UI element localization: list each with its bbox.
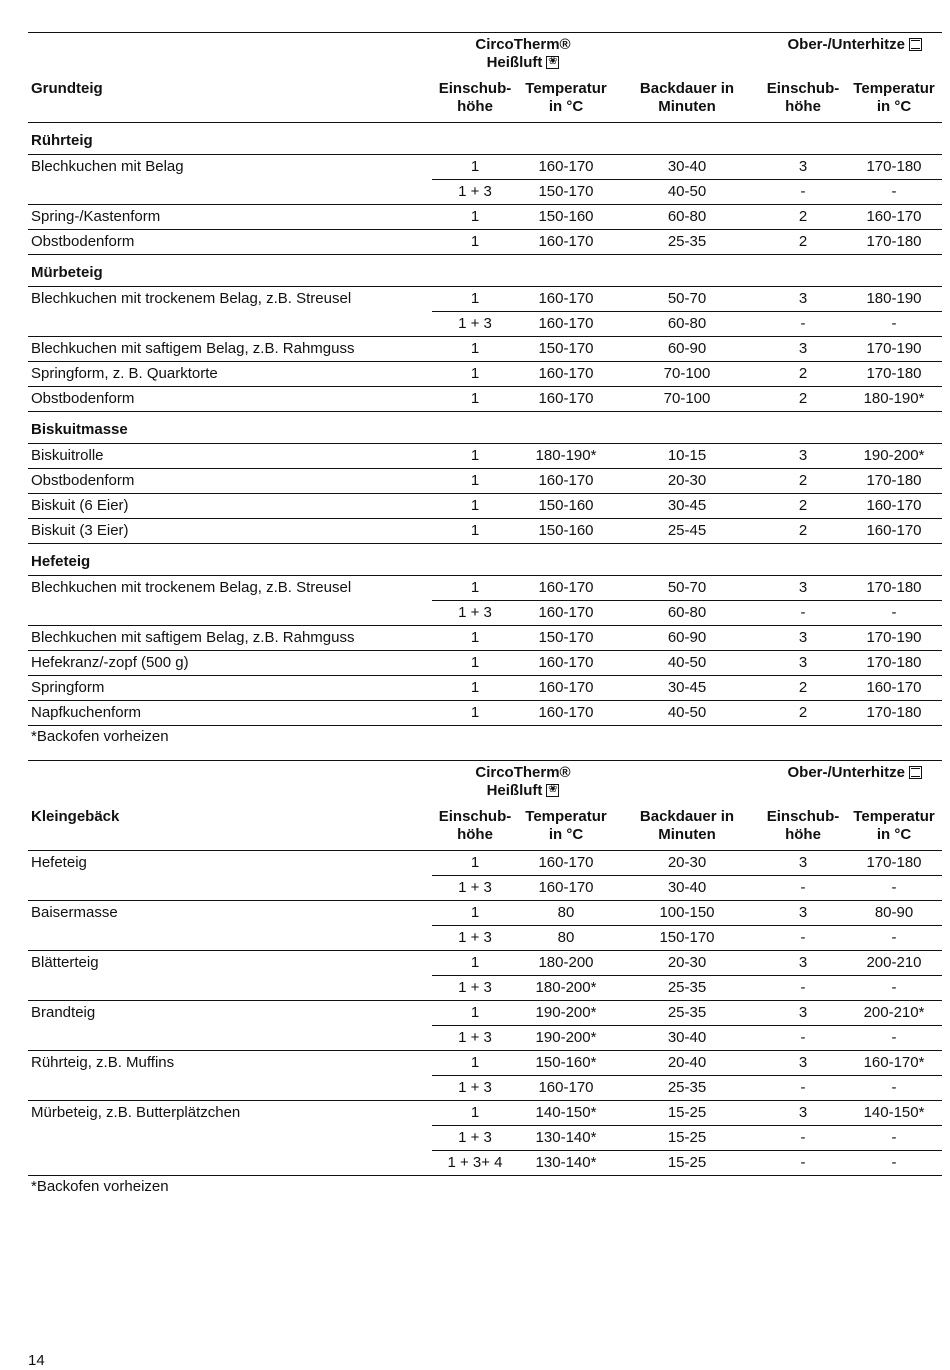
cell-einschub-ober: 3 (760, 851, 846, 876)
cell-temp-ober: - (846, 1151, 942, 1176)
cell-einschub-ober: - (760, 601, 846, 626)
cell-backdauer: 25-35 (614, 1001, 760, 1026)
cell-temp-circo: 160-170 (518, 701, 614, 726)
cell-row-name: Springform (28, 676, 432, 701)
table-row (28, 519, 942, 544)
cell-einschub-circo: 1 + 3 (432, 976, 518, 1001)
cell-temp-ober: 170-180 (846, 362, 942, 387)
section-header (28, 412, 942, 444)
cell-temp-ober: - (846, 876, 942, 901)
cell-temp-ober: 170-180 (846, 576, 942, 601)
cell-temp-circo: 180-190* (518, 444, 614, 469)
cell-einschub-ober: 3 (760, 1051, 846, 1076)
cell-einschub-ober: 3 (760, 1001, 846, 1026)
top-bottom-heat-icon (909, 766, 922, 779)
cell-backdauer: 150-170 (614, 926, 760, 951)
cell-temp-ober: 170-180 (846, 469, 942, 494)
cell-row-name: Baisermasse (31, 904, 118, 922)
cell-einschub-ober: 2 (760, 494, 846, 519)
cell-einschub-circo: 1 (432, 205, 518, 230)
col-temp-circo: Temperatur in °C (518, 800, 614, 851)
cell-einschub-circo: 1 + 3+ 4 (432, 1151, 518, 1176)
table-row (28, 1126, 942, 1151)
cell-backdauer: 30-40 (614, 155, 760, 180)
cell-backdauer: 50-70 (614, 576, 760, 601)
cell-row-name (28, 1151, 432, 1176)
ober-unterhitze-header: Ober-/Unterhitze (760, 33, 942, 73)
cell-temp-circo: 150-170 (518, 337, 614, 362)
section-title: Hefeteig (28, 544, 942, 576)
table-row (28, 926, 942, 951)
cell-einschub-circo: 1 + 3 (432, 1126, 518, 1151)
cell-temp-ober: 180-190* (846, 387, 942, 412)
cell-temp-ober: 160-170 (846, 494, 942, 519)
cell-backdauer: 100-150 (614, 901, 760, 926)
cell-einschub-circo: 1 (432, 576, 518, 601)
cell-backdauer: 30-40 (614, 1026, 760, 1051)
cell-temp-ober: 80-90 (846, 901, 942, 926)
cell-backdauer: 60-80 (614, 601, 760, 626)
cell-backdauer: 40-50 (614, 701, 760, 726)
cell-temp-circo: 160-170 (518, 155, 614, 180)
cell-temp-ober: 170-180 (846, 701, 942, 726)
table-row (28, 676, 942, 701)
table-row (28, 444, 942, 469)
cell-einschub-circo: 1 + 3 (432, 312, 518, 337)
cell-row-name: Spring-/Kastenform (28, 205, 432, 230)
cell-einschub-ober: - (760, 1126, 846, 1151)
cell-einschub-circo: 1 (432, 1051, 518, 1076)
cell-temp-circo: 80 (518, 926, 614, 951)
cell-einschub-ober: 2 (760, 519, 846, 544)
table1-footnote: *Backofen vorheizen (31, 728, 169, 745)
cell-einschub-circo: 1 (432, 1101, 518, 1126)
cell-einschub-ober: 2 (760, 676, 846, 701)
table-row (28, 337, 942, 362)
cell-temp-circo: 150-170 (518, 626, 614, 651)
cell-temp-ober: 140-150* (846, 1101, 942, 1126)
table-row (28, 851, 942, 876)
cell-row-name (28, 976, 432, 1001)
cell-einschub-circo: 1 (432, 287, 518, 312)
col-temp-ober: Temperatur in °C (846, 72, 942, 123)
cell-temp-circo: 160-170 (518, 576, 614, 601)
table-row (28, 651, 942, 676)
cell-temp-circo: 160-170 (518, 287, 614, 312)
cell-temp-ober: 160-170 (846, 205, 942, 230)
cell-row-name: Hefeteig (31, 854, 87, 872)
ober-unterhitze-header: Ober-/Unterhitze (760, 761, 942, 801)
cell-temp-circo: 160-170 (518, 876, 614, 901)
cell-backdauer: 30-45 (614, 676, 760, 701)
table-row (28, 230, 942, 255)
cell-einschub-ober: 2 (760, 387, 846, 412)
table-row (28, 901, 942, 926)
circotherm-header: CircoTherm® Heißluft❀ (432, 761, 614, 801)
cell-row-name: Blechkuchen mit trockenem Belag, z.B. Streusel (31, 290, 352, 308)
cell-backdauer: 60-90 (614, 337, 760, 362)
cell-backdauer: 15-25 (614, 1151, 760, 1176)
table-row (28, 362, 942, 387)
cell-backdauer: 60-80 (614, 312, 760, 337)
fan-icon (546, 784, 559, 797)
cell-row-name: Blechkuchen mit saftigem Belag, z.B. Rahmguss (28, 337, 432, 362)
cell-temp-ober: 160-170* (846, 1051, 942, 1076)
table-row (28, 287, 942, 312)
table-row (28, 626, 942, 651)
cell-backdauer: 60-80 (614, 205, 760, 230)
table-row (28, 576, 942, 601)
cell-einschub-ober: - (760, 180, 846, 205)
cell-einschub-circo: 1 + 3 (432, 1026, 518, 1051)
cell-temp-circo: 80 (518, 901, 614, 926)
table-row (28, 1101, 942, 1126)
cell-einschub-ober: 3 (760, 651, 846, 676)
section-title: Mürbeteig (28, 255, 942, 287)
table-row (28, 701, 942, 726)
cell-einschub-circo: 1 (432, 519, 518, 544)
cell-einschub-ober: 2 (760, 362, 846, 387)
cell-temp-ober: 200-210 (846, 951, 942, 976)
table-row (28, 494, 942, 519)
table2-container (28, 760, 942, 1198)
cell-backdauer: 30-45 (614, 494, 760, 519)
cell-einschub-circo: 1 + 3 (432, 601, 518, 626)
cell-einschub-circo: 1 (432, 444, 518, 469)
table-row (28, 976, 942, 1001)
table-row (28, 469, 942, 494)
section-title: Rührteig (28, 123, 942, 155)
cell-einschub-ober: 3 (760, 1101, 846, 1126)
cell-temp-circo: 160-170 (518, 312, 614, 337)
table-row (28, 601, 942, 626)
cell-einschub-ober: - (760, 1076, 846, 1101)
col-einschub-circo: Einschub- höhe (432, 72, 518, 123)
cell-einschub-ober: 3 (760, 901, 846, 926)
cell-temp-ober: - (846, 976, 942, 1001)
cell-temp-circo: 160-170 (518, 1076, 614, 1101)
cell-einschub-circo: 1 (432, 701, 518, 726)
cell-einschub-ober: 2 (760, 701, 846, 726)
col-temp-circo: Temperatur in °C (518, 72, 614, 123)
circotherm-header: CircoTherm® Heißluft❀ (432, 33, 614, 73)
page-number: 14 (28, 1352, 45, 1369)
cell-temp-ober: 190-200* (846, 444, 942, 469)
cell-einschub-circo: 1 (432, 469, 518, 494)
col-einschub-circo: Einschub- höhe (432, 800, 518, 851)
col-grundteig: Grundteig (28, 72, 432, 123)
cell-row-name (28, 312, 432, 337)
section-header (28, 123, 942, 155)
cell-row-name: Mürbeteig, z.B. Butterplätzchen (31, 1104, 241, 1122)
cell-temp-ober: - (846, 1026, 942, 1051)
cell-row-name: Obstbodenform (28, 230, 432, 255)
cell-row-name (28, 601, 432, 626)
cell-temp-ober: 170-180 (846, 851, 942, 876)
cell-row-name: Springform, z. B. Quarktorte (28, 362, 432, 387)
cell-temp-ober: 170-190 (846, 337, 942, 362)
table-row (28, 387, 942, 412)
table1-column-header (28, 72, 942, 123)
cell-backdauer: 15-25 (614, 1126, 760, 1151)
cell-temp-circo: 160-170 (518, 362, 614, 387)
cell-temp-circo: 190-200* (518, 1001, 614, 1026)
cell-temp-ober: 160-170 (846, 519, 942, 544)
cell-einschub-circo: 1 (432, 951, 518, 976)
cell-einschub-ober: - (760, 976, 846, 1001)
cell-einschub-ober: - (760, 926, 846, 951)
cell-temp-circo: 150-160* (518, 1051, 614, 1076)
cell-backdauer: 25-35 (614, 230, 760, 255)
cell-einschub-ober: - (760, 876, 846, 901)
cell-temp-ober: - (846, 926, 942, 951)
cell-einschub-circo: 1 + 3 (432, 1076, 518, 1101)
cell-einschub-ober: 3 (760, 337, 846, 362)
cell-temp-circo: 160-170 (518, 230, 614, 255)
cell-row-name: Brandteig (31, 1004, 96, 1022)
table-row (28, 1001, 942, 1026)
cell-row-name: Blechkuchen mit Belag (31, 158, 184, 176)
table2-footnote: *Backofen vorheizen (31, 1178, 169, 1195)
cell-einschub-circo: 1 + 3 (432, 180, 518, 205)
cell-temp-circo: 160-170 (518, 851, 614, 876)
cell-temp-ober: 170-190 (846, 626, 942, 651)
cell-row-name: Obstbodenform (28, 387, 432, 412)
cell-einschub-circo: 1 (432, 387, 518, 412)
section-header (28, 544, 942, 576)
cell-backdauer: 20-30 (614, 851, 760, 876)
table-row (28, 312, 942, 337)
top-bottom-heat-icon (909, 38, 922, 51)
cell-einschub-ober: 3 (760, 626, 846, 651)
cell-einschub-ober: 3 (760, 155, 846, 180)
cell-backdauer: 40-50 (614, 180, 760, 205)
table-row (28, 180, 942, 205)
table-row (28, 1151, 942, 1176)
cell-einschub-circo: 1 + 3 (432, 876, 518, 901)
kleingebaeck-table (28, 760, 942, 1176)
col-temp-ober: Temperatur in °C (846, 800, 942, 851)
fan-icon (546, 56, 559, 69)
table1-mode-header (28, 33, 942, 73)
table-row (28, 876, 942, 901)
table-row (28, 205, 942, 230)
table-row (28, 1026, 942, 1051)
cell-backdauer: 10-15 (614, 444, 760, 469)
cell-temp-ober: 170-180 (846, 230, 942, 255)
table2-mode-header (28, 761, 942, 801)
cell-einschub-circo: 1 (432, 901, 518, 926)
cell-einschub-circo: 1 (432, 676, 518, 701)
cell-temp-circo: 180-200 (518, 951, 614, 976)
cell-temp-ober: - (846, 1126, 942, 1151)
cell-backdauer: 25-45 (614, 519, 760, 544)
table-row (28, 1076, 942, 1101)
cell-temp-ober: 160-170 (846, 676, 942, 701)
cell-einschub-ober: 2 (760, 469, 846, 494)
cell-temp-ober: 170-180 (846, 155, 942, 180)
cell-temp-circo: 150-160 (518, 205, 614, 230)
cell-backdauer: 15-25 (614, 1101, 760, 1126)
cell-temp-ober: - (846, 312, 942, 337)
cell-temp-circo: 130-140* (518, 1126, 614, 1151)
col-backdauer: Backdauer in Minuten (614, 72, 760, 123)
cell-row-name: Napfkuchenform (28, 701, 432, 726)
cell-backdauer: 40-50 (614, 651, 760, 676)
cell-row-name (28, 1026, 432, 1051)
cell-backdauer: 50-70 (614, 287, 760, 312)
cell-temp-circo: 150-160 (518, 494, 614, 519)
cell-row-name: Obstbodenform (28, 469, 432, 494)
cell-einschub-ober: 2 (760, 205, 846, 230)
cell-row-name (28, 876, 432, 901)
table2-column-header (28, 800, 942, 851)
cell-einschub-circo: 1 (432, 230, 518, 255)
cell-temp-circo: 160-170 (518, 601, 614, 626)
cell-einschub-ober: 3 (760, 576, 846, 601)
cell-einschub-circo: 1 (432, 155, 518, 180)
cell-temp-ober: - (846, 601, 942, 626)
table-row (28, 951, 942, 976)
cell-temp-ober: 180-190 (846, 287, 942, 312)
cell-temp-circo: 160-170 (518, 651, 614, 676)
cell-temp-ober: 170-180 (846, 651, 942, 676)
cell-backdauer: 60-90 (614, 626, 760, 651)
cell-row-name: Blechkuchen mit trockenem Belag, z.B. Streusel (31, 579, 352, 597)
cell-backdauer: 25-35 (614, 1076, 760, 1101)
table1-container (28, 32, 942, 748)
cell-einschub-circo: 1 (432, 362, 518, 387)
cell-row-name: Biskuit (3 Eier) (28, 519, 432, 544)
section-header (28, 255, 942, 287)
col-einschub-ober: Einschub- höhe (760, 72, 846, 123)
cell-einschub-circo: 1 (432, 851, 518, 876)
cell-row-name: Biskuitrolle (28, 444, 432, 469)
cell-row-name (28, 180, 432, 205)
cell-temp-circo: 130-140* (518, 1151, 614, 1176)
table-row (28, 155, 942, 180)
cell-row-name: Blätterteig (31, 954, 99, 972)
cell-temp-circo: 140-150* (518, 1101, 614, 1126)
cell-einschub-ober: 3 (760, 951, 846, 976)
col-kleingebaeck: Kleingebäck (28, 800, 432, 851)
cell-backdauer: 20-40 (614, 1051, 760, 1076)
cell-backdauer: 20-30 (614, 469, 760, 494)
cell-einschub-ober: 3 (760, 287, 846, 312)
section-title: Biskuitmasse (28, 412, 942, 444)
cell-row-name: Rührteig, z.B. Muffins (31, 1054, 175, 1072)
cell-row-name (28, 926, 432, 951)
cell-backdauer: 25-35 (614, 976, 760, 1001)
cell-temp-circo: 160-170 (518, 469, 614, 494)
cell-backdauer: 70-100 (614, 362, 760, 387)
cell-temp-circo: 190-200* (518, 1026, 614, 1051)
cell-temp-circo: 160-170 (518, 676, 614, 701)
cell-einschub-circo: 1 (432, 337, 518, 362)
cell-row-name: Biskuit (6 Eier) (28, 494, 432, 519)
cell-einschub-ober: 2 (760, 230, 846, 255)
grundteig-table (28, 32, 942, 726)
cell-backdauer: 20-30 (614, 951, 760, 976)
cell-temp-ober: - (846, 1076, 942, 1101)
cell-einschub-ober: - (760, 312, 846, 337)
cell-backdauer: 70-100 (614, 387, 760, 412)
cell-temp-circo: 150-170 (518, 180, 614, 205)
col-backdauer: Backdauer in Minuten (614, 800, 760, 851)
col-einschub-ober: Einschub- höhe (760, 800, 846, 851)
cell-temp-circo: 180-200* (518, 976, 614, 1001)
cell-einschub-circo: 1 (432, 651, 518, 676)
cell-temp-ober: 200-210* (846, 1001, 942, 1026)
cell-temp-ober: - (846, 180, 942, 205)
cell-einschub-circo: 1 (432, 626, 518, 651)
cell-einschub-circo: 1 + 3 (432, 926, 518, 951)
cell-row-name (28, 1076, 432, 1101)
cell-einschub-ober: - (760, 1026, 846, 1051)
table-row (28, 1051, 942, 1076)
cell-row-name (28, 1126, 432, 1151)
cell-row-name: Hefekranz/-zopf (500 g) (28, 651, 432, 676)
cell-backdauer: 30-40 (614, 876, 760, 901)
cell-einschub-ober: - (760, 1151, 846, 1176)
cell-einschub-ober: 3 (760, 444, 846, 469)
cell-einschub-circo: 1 (432, 1001, 518, 1026)
cell-row-name: Blechkuchen mit saftigem Belag, z.B. Rahmguss (28, 626, 432, 651)
cell-temp-circo: 160-170 (518, 387, 614, 412)
cell-temp-circo: 150-160 (518, 519, 614, 544)
cell-einschub-circo: 1 (432, 494, 518, 519)
